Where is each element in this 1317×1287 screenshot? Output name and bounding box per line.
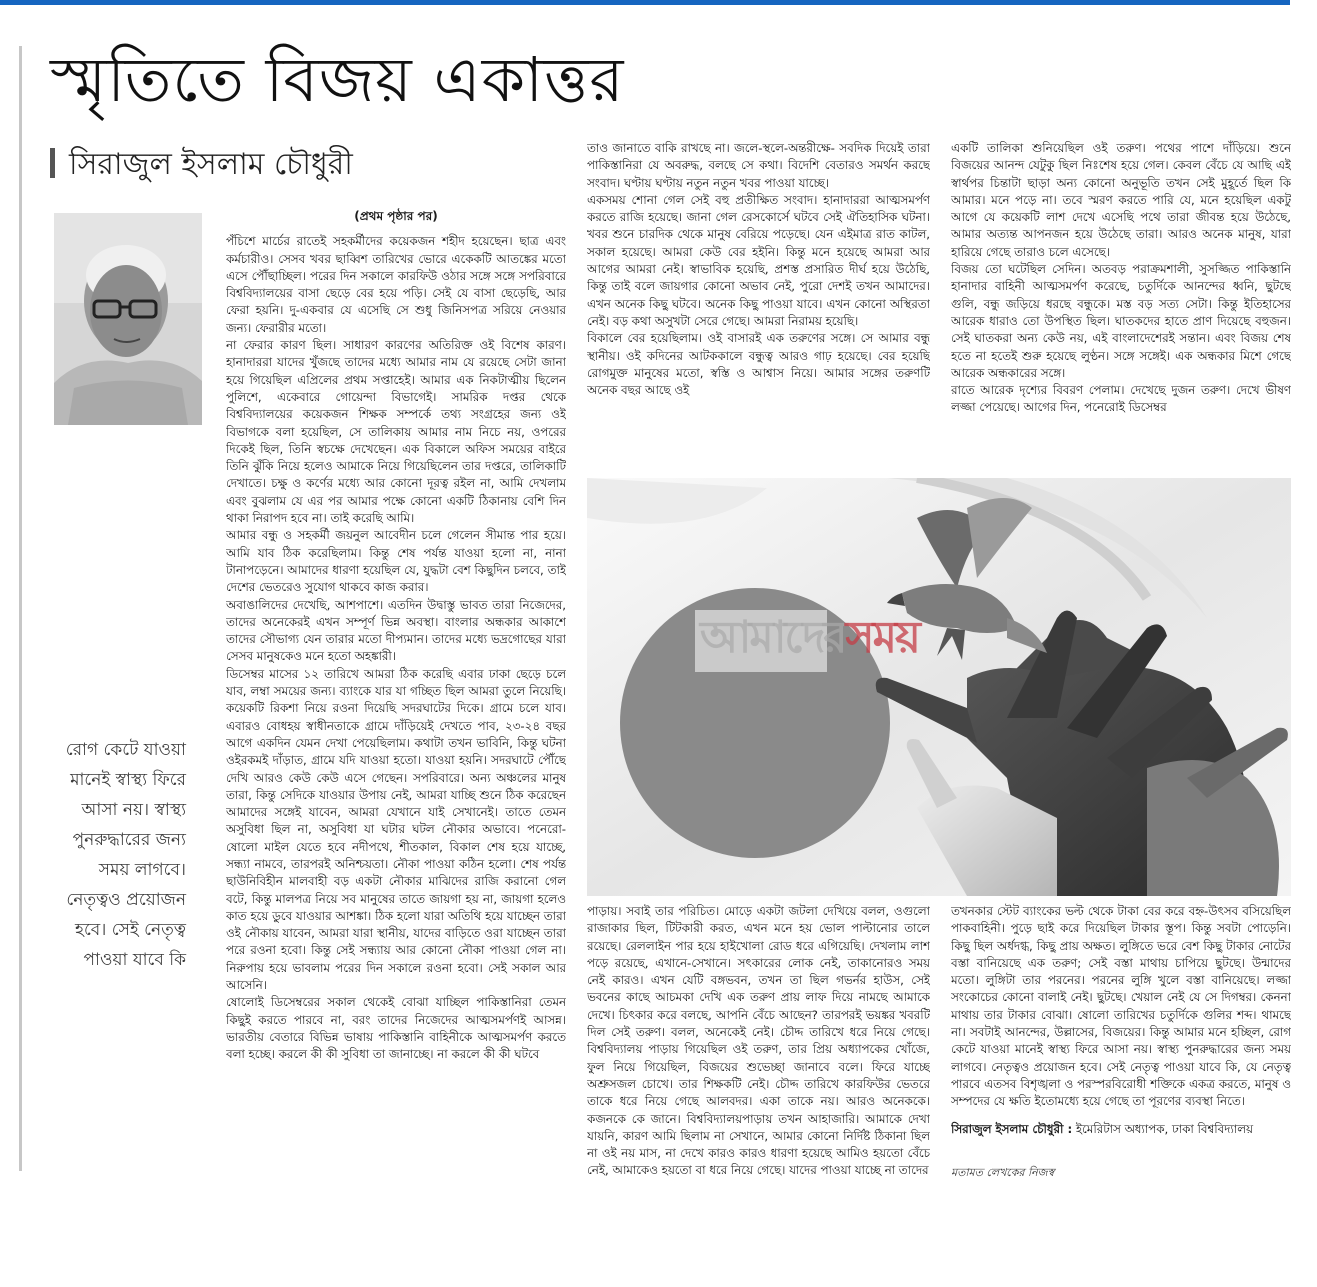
column-4 (587, 903, 930, 1283)
author-name: সিরাজুল ইসলাম চৌধুরী (69, 147, 353, 182)
paragraph: বিকালে বের হয়েছিলাম। ওই বাসারই এক তরুণের সঙ্গে। সে আমার বন্ধু স্থানীয়। ওই কদিনের আটককালে বন্ধুত্ব আরও গাঢ় হয়েছে। বের হয়েছি রোগমুক্ত মানুষের মতো, স্বস্তি ও আশ্বাস নিয়ে। আমার সঙ্গের তরুণটি অনেক বছর আছে ওই (587, 331, 930, 398)
paragraph: তখনকার স্টেট ব্যাংকের ভল্ট থেকে টাকা বের করে বহ্ন-উৎসব বসিয়েছিল পাকবাহিনী। পুড়ে ছাই করে দিয়েছিল টাকার স্তূপ। কিন্তু সবটা পোড়েনি। কিছু ছিল অর্ধদগ্ধ, কিছু প্রায় অক্ষত। লুঙ্গিতে ভরে বেশ কিছু টাকার নোটের বস্তা বানিয়েছে এক তরুণ; সেই বস্তা মাথায় চাপিয়ে ছুটছে। উন্মাদের মতো। লুঙ্গিটা তার পরনের। পরনের লুঙ্গি খুলে বস্তা বানিয়েছে। লজ্জা সংকোচের কোনো বালাই নেই। ছুটছে। খেয়াল নেই যে সে দিগম্বর। কেননা মাথায় তার টাকার বোঝা। ষোলো তারিখের চতুর্দিকে গুলির শব্দ। থামছে না। সবটাই আনন্দের, উল্লাসের, বিজয়ের। কিন্তু আমার মনে হচ্ছিল, রোগ কেটে যাওয়া মানেই স্বাস্থ্য ফিরে আসা নয়। স্বাস্থ্য পুনরুদ্ধারের জন্য সময় লাগবে। নেতৃত্বও প্রয়োজন হবে। সেই নেতৃত্ব পাওয়া যাবে কি, যে নেতৃত্ব পারবে এতসব বিশৃঙ্খলা ও পরস্পরবিরোধী শক্তিকে একত্র করতে, মানুষ ও সম্পদের যে ক্ষতি ইতোমধ্যে হয়ে গেছে তা পূরণের ব্যবস্থা নিতে। (951, 904, 1291, 1109)
column-1 (226, 208, 566, 1280)
paragraph: ষোলোই ডিসেম্বরের সকাল থেকেই বোঝা যাচ্ছিল পাকিস্তানিরা তেমন কিছুই করতে পারবে না, বরং তাদের নিজেদের আত্মসমর্পণই আসন্ন। ভারতীয় বেতারে বিভিন্ন ভাষায় পাকিস্তানি বাহিনীকে আত্মসমর্পণ করতে বলা হচ্ছে। করলে কী কী সুবিধা তা জানাচ্ছে। না করলে কী কী ঘটবে (226, 995, 566, 1062)
author-photo (54, 213, 202, 425)
paragraph: রাতে আরেক দৃশ্যের বিবরণ পেলাম। দেখেছে দুজন তরুণ। দেখে ভীষণ লজ্জা পেয়েছে। আগের দিন, পনেরোই ডিসেম্বর (951, 383, 1291, 415)
watermark-part-1: আমাদের (700, 612, 846, 663)
opinion-note: মতামত লেখকের নিজস্ব (951, 1165, 1055, 1179)
side-rule (19, 46, 22, 1171)
watermark-logo (700, 612, 919, 664)
paragraph: পাড়ায়। সবাই তার পরিচিত। মোড়ে একটা জটলা দেখিয়ে বলল, ওগুলো রাজাকার ছিল, টিটকারী করত, এখন মনে হয় ভোল পাল্টানোর তালে রয়েছে। রেললাইন পার হয়ে হাইখোলা রোড ধরে এগিয়েছি। দেখলাম লাশ পড়ে রয়েছে, এখানে-সেখানে। সৎকারের লোক নেই, তাকানোরও সময় নেই কারও। এখন যেটি বঙ্গভবন, তখন তা ছিল গভর্নর হাউস, সেই ভবনের কাছে আচমকা দেখি এক তরুণ প্রায় লাফ দিয়ে নামছে আমাকে দেখে। চিৎকার করে বলছে, আপনি বেঁচে আছেন? তারপরই ভয়ঙ্কর খবরটি দিল সেই তরুণ। বলল, অনেকেই নেই। চৌদ্দ তারিখে ধরে নিয়ে গেছে। বিশ্ববিদ্যালয় পাড়ায় গিয়েছিল ওই তরুণ, তার প্রিয় অধ্যাপকের খোঁজে, ফুল নিয়ে গিয়েছিল, বিজয়ের শুভেচ্ছা জানাবে বলে। ফিরে যাচ্ছে অশ্রুসজল চোখে। তার শিক্ষকটি নেই। চৌদ্দ তারিখে কারফিউর ভেতরে তাকে ধরে নিয়ে গেছে আলবদর। একা তাকে নয়। আরও অনেককে। কজনকে কে জানে। বিশ্ববিদ্যালয়পাড়ায় তখন আহাজারি। আমাকে দেখা যায়নি, কারণ আমি ছিলাম না সেখানে, আমার কোনো নির্দিষ্ট ঠিকানা ছিল না ওই নয় মাস, না দেখে কারও কারও ধারণা হয়েছে আমিও হয়তো বেঁচে নেই, আমাকেও হয়তো বা ধরে নিয়ে গেছে। যাদের পাওয়া যাচ্ছে না তাদের (587, 904, 930, 1178)
pull-quote: রোগ কেটে যাওয়া মানেই স্বাস্থ্য ফিরে আসা নয়। স্বাস্থ্য পুনরুদ্ধারের জন্য সময় লাগবে। নেতৃত্বও প্রয়োজন হবে। সেই নেতৃত্ব পাওয়া যাবে কি (65, 740, 186, 970)
watermark-part-2: সময় (845, 612, 919, 663)
column-5 (951, 903, 1291, 1283)
victory-illustration (587, 478, 1291, 896)
paragraph: তাও জানাতে বাকি রাখছে না। জলে-স্থলে-অন্তরীক্ষে- সবদিক দিয়েই তারা পাকিস্তানিরা যে অবরুদ্ধ, বলছে সে কথা। বিদেশি বেতারও সমর্থন করছে সংবাদ। ঘণ্টায় ঘণ্টায় নতুন নতুন খবর পাওয়া যাচ্ছে। (587, 141, 930, 190)
column-3 (951, 140, 1291, 466)
byline (50, 140, 353, 191)
byline-bar (50, 148, 55, 178)
paragraph: আমার বন্ধু ও সহকর্মী জয়নুল আবেদীন চলে গেলেন সীমান্ত পার হয়ে। আমি যাব ঠিক করেছিলাম। কিন্তু শেষ পর্যন্ত যাওয়া হলো না, নানা টানাপড়েনে। আমাদের ধারণা হয়েছিল যে, যুদ্ধটা বেশ কিছুদিন চলবে, তাই দেশের ভেতরেও সুযোগ থাকবে কাজ করার। (226, 528, 566, 595)
paragraph: না ফেরার কারণ ছিল। সাধারণ কারণের অতিরিক্ত ওই বিশেষ কারণ। হানাদাররা যাদের খুঁজছে তাদের মধ্যে আমার নাম যে রয়েছে সেটা জানা হয়ে গিয়েছিল এপ্রিলের প্রথম সপ্তাহেই। আমার এক নিকটাত্মীয় ছিলেন পুলিশে, একেবারে গোয়েন্দা বিভাগেই। সামরিক দপ্তর থেকে বিশ্ববিদ্যালয়ের কয়েকজন শিক্ষক সম্পর্কে তথ্য সংগ্রহের জন্য ওই বিভাগকে বলা হয়েছিল, সে তালিকায় আমার নাম নিচে নয়, ওপরের দিকেই ছিল, তিনি স্বচক্ষে দেখেছেন। এক বিকালে অফিস সময়ের বাইরে তিনি ঝুঁকি নিয়ে হলেও আমাকে নিয়ে গিয়েছিলেন তার দপ্তরে, তালিকাটি দেখাতে। চক্ষু ও কর্ণের মধ্যে আর কোনো দূরত্ব রইল না, আমি দেখলাম এবং বুঝলাম যে এর পর আমার পক্ষে কোনো একটি ঠিকানায় বেশি দিন থাকা নিরাপদ হবে না। তাই করেছি আমি। (226, 338, 566, 526)
paragraph: একটি তালিকা শুনিয়েছিল ওই তরুণ। পথের পাশে দাঁড়িয়ে। শুনে বিজয়ের আনন্দ যেটুকু ছিল নিঃশেষ হয়ে গেল। কেবল বেঁচে যে আছি এই স্বার্থপর চিন্তাটা ছাড়া অন্য কোনো অনুভূতি তখন সেই মুহূর্তে ছিল কি আমার। মনে পড়ে না। তবে স্মরণ করতে পারি যে, মনে হয়েছিল একটু আগে যে কয়েকটি লাশ দেখে এসেছি পথে তারা জীবন্ত হয়ে উঠেছে, আমার অত্যন্ত আপনজন হয়ে উঠেছে তারা। আরও অনেক মানুষ, যারা হারিয়ে গেছে তারাও চলে এসেছে। (951, 141, 1291, 259)
author-portrait (54, 213, 202, 425)
bio-text: ইমেরিটাস অধ্যাপক, ঢাকা বিশ্ববিদ্যালয় (1072, 1121, 1253, 1136)
paragraph: পঁচিশে মার্চের রাতেই সহকর্মীদের কয়েকজন শহীদ হয়েছেন। ছাত্র এবং কর্মচারীও। সেসব খবর ছাব্বিশ তারিখের ভোরে একেকটি আতঙ্কের মতো এসে পৌঁছাচ্ছিল। পরের দিন সকালে কারফিউ ওঠার সঙ্গে সঙ্গে সপরিবারে বিশ্ববিদ্যালয়ের বাসা ছেড়ে বের হয়ে পড়ি। সেই যে বাসা ছেড়েছি, আর ফেরা হয়নি। দু-একবার যে এসেছি সে শুধু জিনিসপত্র সরিয়ে নেওয়ার জন্য। ফেরারীর মতো। (226, 234, 566, 335)
headline: স্মৃতিতে বিজয় একাত্তর (50, 43, 625, 116)
top-rule (0, 0, 1290, 5)
paragraph: ডিসেম্বর মাসের ১২ তারিখে আমরা ঠিক করেছি এবার ঢাকা ছেড়ে চলে যাব, লম্বা সময়ের জন্য। ব্যাংকে যার যা গচ্ছিত ছিল আমরা তুলে নিয়েছি। কয়েকটি রিকশা নিয়ে রওনা দিয়েছি সদরঘাটের দিকে। গ্রামে চলে যাব। এবারও বোধহয় স্বাধীনতাকে গ্রামে দাঁড়িয়েই দেখতে পাব, ২৩-২৪ বছর আগে একদিন যেমন দেখা পেয়েছিলাম। কথাটা তখন ভাবিনি, কিন্তু ঘটনা ওইরকমই দাঁড়াত, গ্রামে যদি যাওয়া হতো। যাওয়া হয়নি। সদরঘাটে পৌঁছে দেখি আরও কেউ কেউ এসে গেছেন। সপরিবারে। অন্য অঞ্চলের মানুষ তারা, কিন্তু সেদিকে যাওয়ার উপায় নেই, আমরা যাচ্ছি শুনে ঠিক করেছেন আমাদের সঙ্গেই যাবেন, আমরা যেখানে যাই সেখানেই। তাতে তেমন অসুবিধা ছিল না, অসুবিধা যা ঘটার ঘটল নৌকার অভাবে। পনেরো-ষোলো মাইল যেতে হবে নদীপথে, শীতকাল, বিকাল শেষ হয়ে যাচ্ছে, সন্ধ্যা নামবে, তারপরই অনিশ্চয়তা। নৌকা পাওয়া কঠিন হলো। শেষ পর্যন্ত ছাউনিবিহীন মালবাহী বড় একটা নৌকার মাঝিদের রাজি করানো গেল বটে, কিন্তু মালপত্র নিয়ে সব মানুষের তাতে জায়গা হয় না, জায়গা হলেও কাত হয়ে ডুবে যাওয়ার আশঙ্কা। ঠিক হলো যারা অতিথি হয়ে যাচ্ছেন তারা ওই নৌকায় যাবেন, আমরা যারা স্থানীয়, যাদের বাড়িতে ওরা যাচ্ছেন তারা পরে রওনা হবো। কিন্তু সেই সন্ধ্যায় আর কোনো নৌকা পাওয়া গেল না। নিরুপায় হয়ে ভাবলাম পরের দিন সকালে রওনা হবো। সেই সকাল আর আসেনি। (226, 666, 566, 993)
continued-note: (প্রথম পৃষ্ঠার পর) (354, 209, 438, 223)
paragraph: একসময় শোনা গেল সেই বহু প্রতীক্ষিত সংবাদ। হানাদাররা আত্মসমর্পণ করতে রাজি হয়েছে। জানা গেল রেসকোর্সে ঘটবে সেই ঐতিহাসিক ঘটনা। খবর শুনে চারদিক থেকে মানুষ বেরিয়ে পড়েছে। যেন এইমাত্র রাত কাটল, সকাল হয়েছে। আমরা কেউ বের হইনি। কিন্তু মনে হয়েছে আমরা আর আগের আমরা নেই। স্বাভাবিক হয়েছি, প্রশস্ত প্রসারিত দীর্ঘ হয়ে উঠেছি, কিন্তু তাই বলে জায়গার কোনো অভাব নেই, পুরো দেশই তখন আমাদের। এখন অনেক কিছু ঘটবে। অনেক কিছু পাওয়া যাবে। এখন কোনো অস্থিরতা নেই। বড় কথা অসুখটা সেরে গেছে। আমরা নিরাময় হয়েছি। (587, 192, 930, 328)
paragraph: বিজয় তো ঘটেছিল সেদিন। অতবড় পরাক্রমশালী, সুসজ্জিত পাকিস্তানি হানাদার বাহিনী আত্মসমর্পণ করেছে, চতুর্দিকে আনন্দের ধ্বনি, ছুটছে গুলি, বন্ধু জড়িয়ে ধরছে বন্ধুকে। মস্ত বড় সত্য সেটা। কিন্তু ইতিহাসের আরেক ধারাও তো উপস্থিত ছিল। ঘাতকদের হাতে প্রাণ দিয়েছে বহুজন। সেই ঘাতকরা অন্য কেউ নয়, এই বাংলাদেশেরই সন্তান। এবং বিজয় শেষ হতে না হতেই শুরু হয়েছে লুণ্ঠন। সঙ্গে সঙ্গেই। এক অন্ধকার মিশে গেছে আরেক অন্ধকারের সঙ্গে। (951, 262, 1291, 380)
column-2 (587, 140, 930, 466)
illustration-art (587, 478, 1291, 896)
paragraph: অবাঙালিদের দেখেছি, আশপাশে। এতদিন উদ্বাস্তু ভাবত তারা নিজেদের, তাদের অনেকেরই এখন সম্পূর্ণ ভিন্ন অবস্থা। বাংলার অন্ধকার আকাশে তাদের সৌভাগ্য যেন তারার মতো দীপ্যমান। তাদের মধ্যে ভদ্রগোছের যারা সেসব মানুষকেও মনে হতো অহঙ্কারী। (226, 597, 566, 664)
bio-name: সিরাজুল ইসলাম চৌধুরী : (951, 1121, 1073, 1136)
author-bio (951, 1121, 1291, 1138)
